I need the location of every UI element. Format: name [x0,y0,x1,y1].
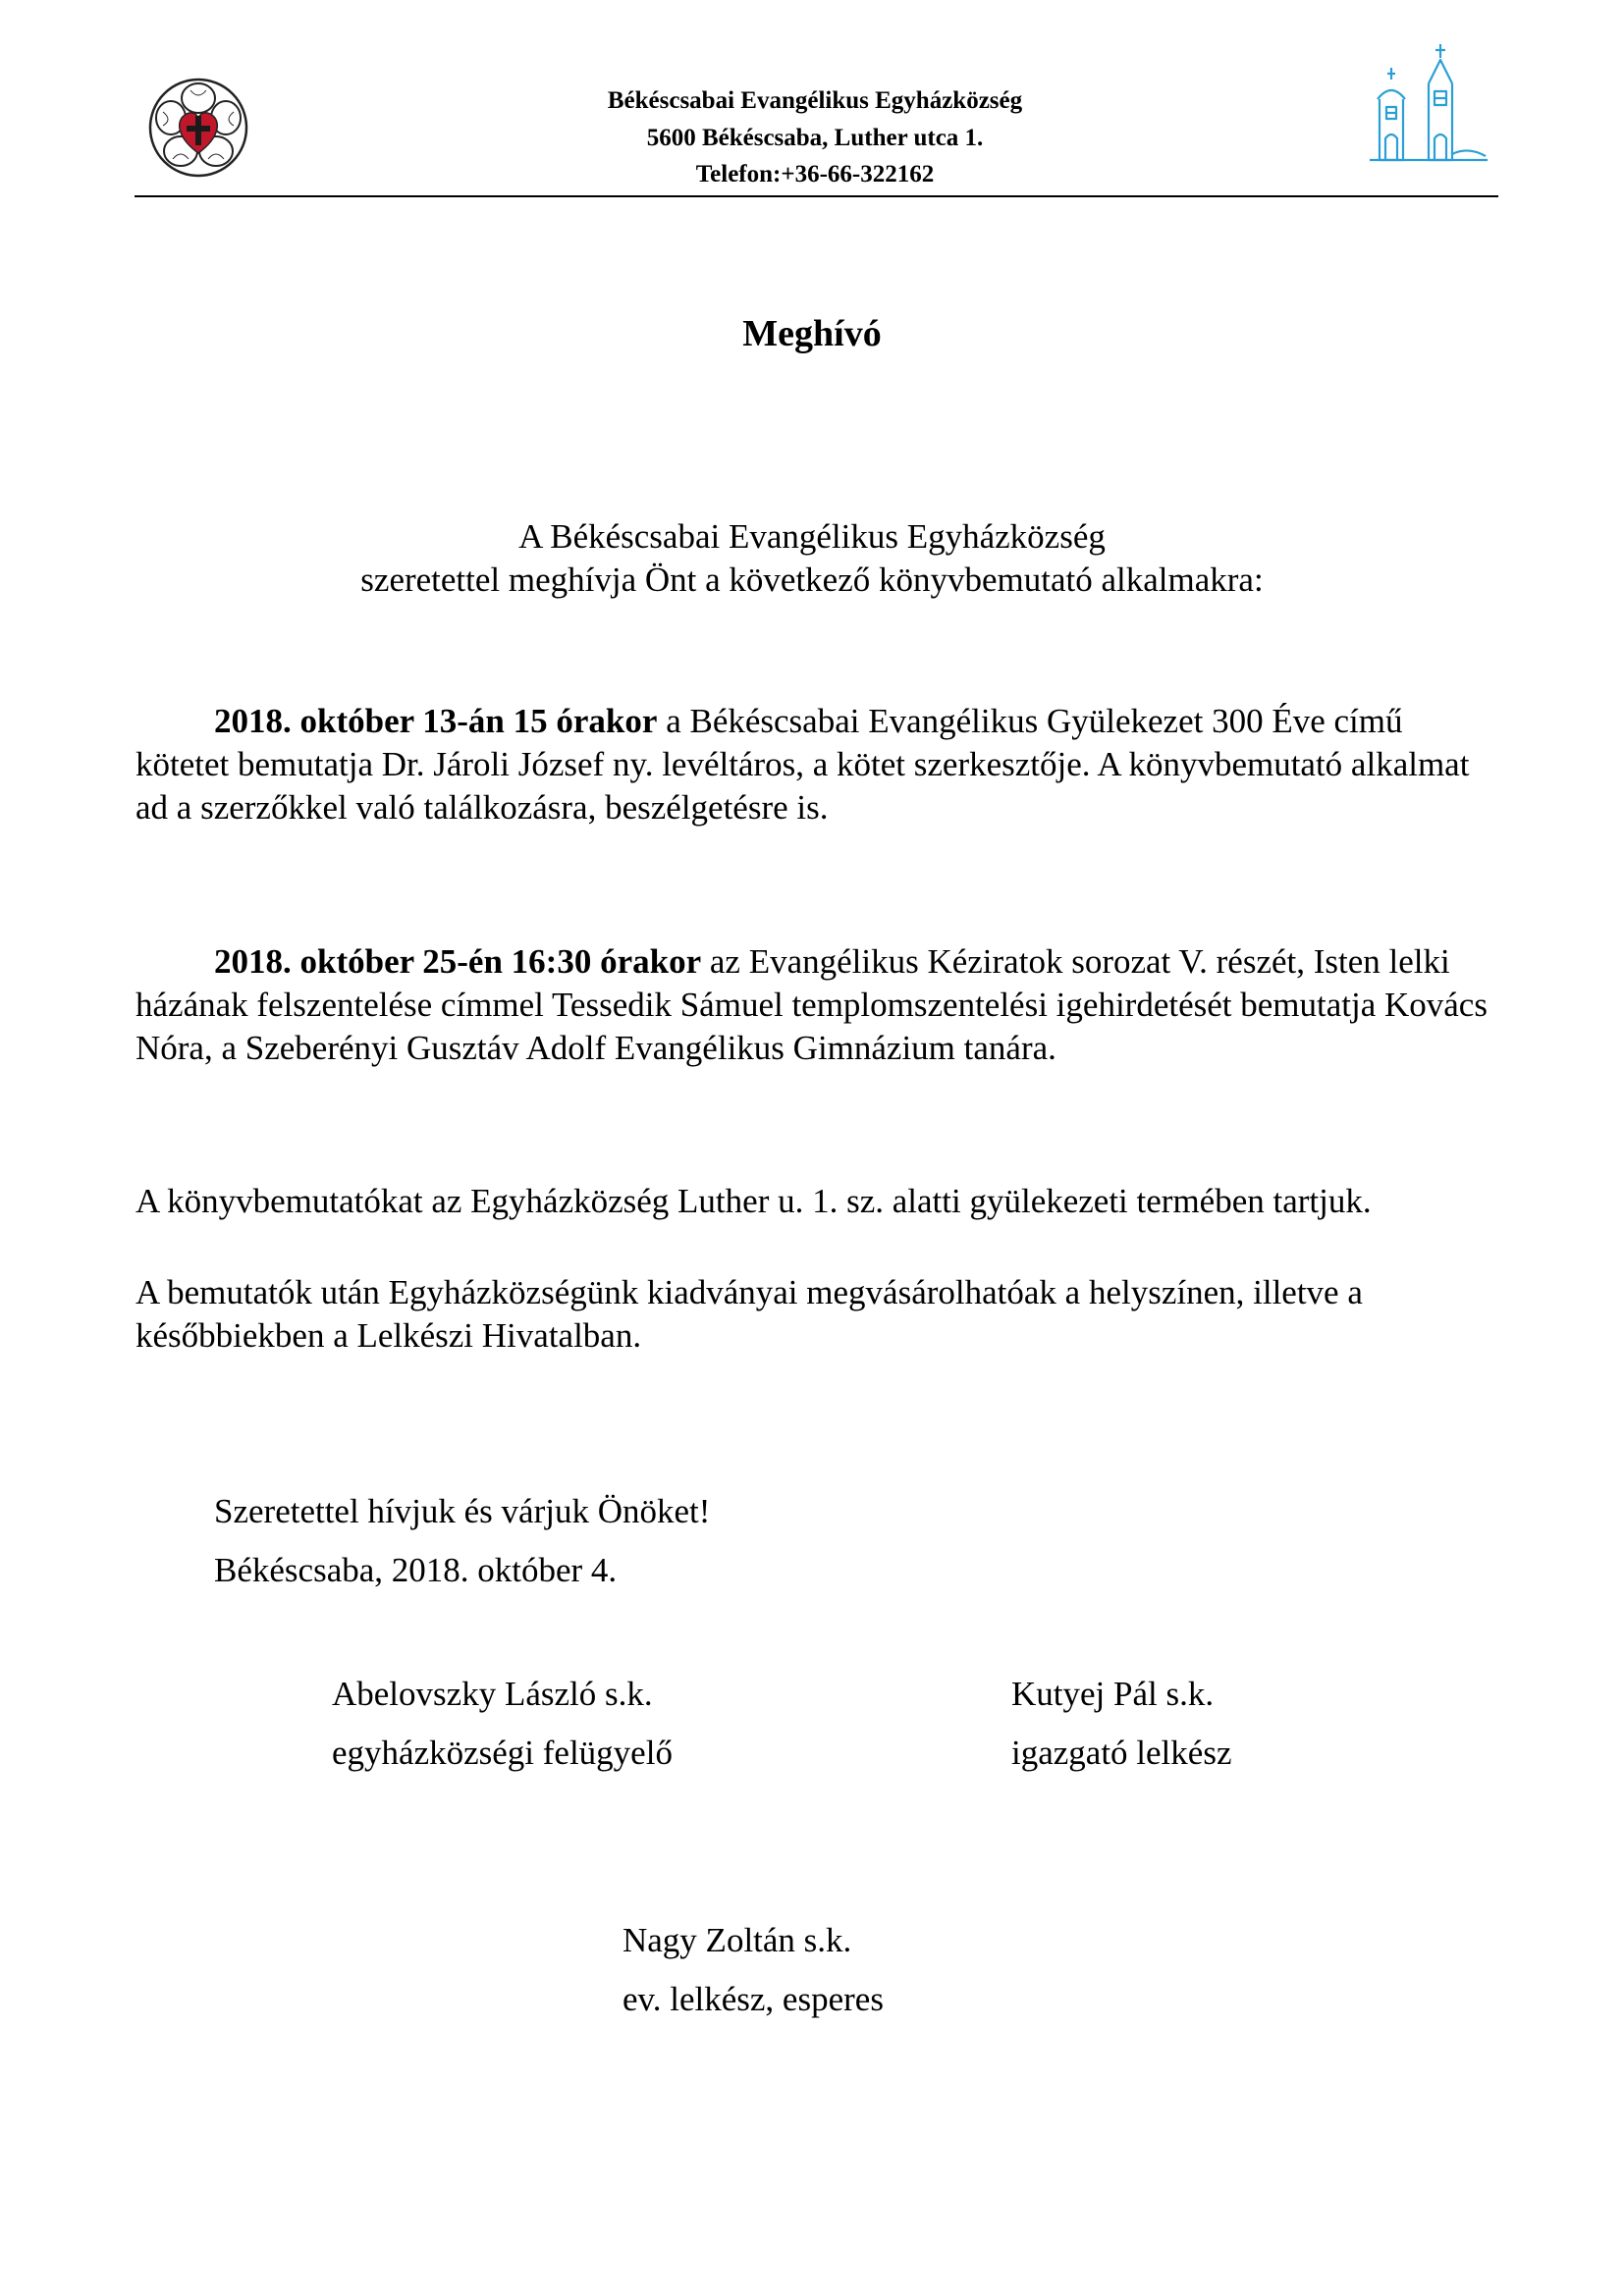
place-date: Békéscsaba, 2018. október 4. [214,1551,618,1589]
header-divider [135,195,1498,197]
header-phone: Telefon:+36-66-322162 [695,161,935,187]
page-title: Meghívó [742,313,882,354]
signature-role: ev. lelkész, esperes [623,1980,884,2018]
signature-role: egyházközségi felügyelő [332,1734,673,1772]
sales-paragraph: A bemutatók után Egyházközségünk kiadványai megvásárolhatóak a helyszínen, illetve a későbbiekben a Lelkészi Hivatalban. [135,1273,1363,1355]
luther-rose-icon [147,77,249,179]
event-1-text: a Békéscsabai Evangélikus Gyülekezet 300 Éve című kötetet bemutatja Dr. Jároli József ny. levéltáros, a kötet szerkesztője. A könyvbemutató alkalmat ad a szerzőkkel való találkozásra, beszélgetésre is. [135,702,1470,827]
signature-role: igazgató lelkész [1011,1734,1232,1772]
event-1-date: 2018. október 13-án 15 órakor [214,702,658,740]
signature-name: Kutyej Pál s.k. [1011,1675,1215,1713]
event-2-text: az Evangélikus Kéziratok sorozat V. részét, Isten lelki házának felszentelése címmel Tessedik Sámuel templomszentelési igehirdetését bemutatja Kovács Nóra, a Szeberényi Gusztáv Adolf Evangélikus Gimnázium tanára. [135,942,1488,1067]
intro [0,515,1624,602]
signature-block [332,1673,673,1775]
church-towers-icon [1370,44,1488,167]
signature-block [1011,1673,1231,1775]
header-address: 5600 Békéscsaba, Luther utca 1. [646,125,984,151]
header-org-name: Békéscsabai Evangélikus Egyházközség [607,87,1023,114]
signature-block [623,1919,884,2021]
event-2-date: 2018. október 25-én 16:30 órakor [214,942,702,981]
closing-line: Szeretettel hívjuk és várjuk Önöket! [214,1492,711,1530]
event-2-paragraph [135,940,1490,1070]
signature-name: Abelovszky László s.k. [332,1675,653,1713]
event-1-paragraph [135,700,1490,829]
venue-paragraph: A könyvbemutatókat az Egyházközség Luther u. 1. sz. alatti gyülekezeti termében tartjuk. [135,1182,1372,1220]
intro-line-2: szeretettel meghívja Önt a következő könyvbemutató alkalmakra: [360,561,1264,599]
signature-name: Nagy Zoltán s.k. [623,1921,852,1959]
intro-line-1: A Békéscsabai Evangélikus Egyházközség [518,517,1106,556]
